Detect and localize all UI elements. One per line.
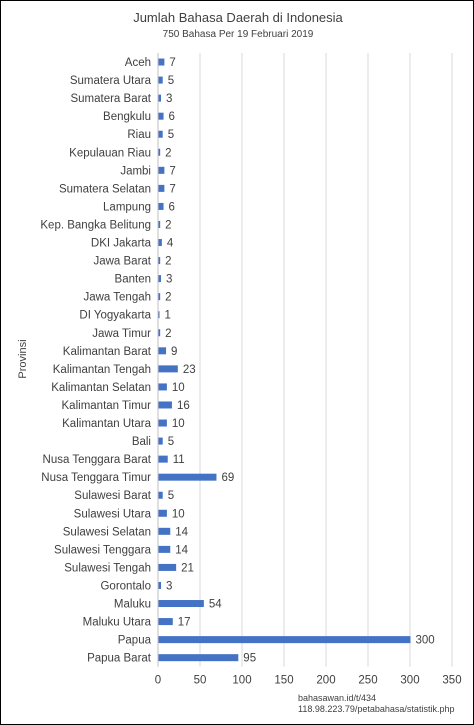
bar [159, 257, 161, 264]
category-label: Sulawesi Tenggara [54, 544, 151, 557]
data-label: 9 [171, 345, 178, 358]
data-label: 5 [167, 490, 175, 503]
bar [159, 167, 165, 174]
category-label: Papua Barat [87, 652, 151, 665]
category-label: Sulawesi Utara [73, 508, 151, 521]
category-label: Kalimantan Utara [62, 418, 151, 431]
bar [159, 275, 162, 282]
bar [159, 456, 168, 463]
data-label: 17 [177, 616, 191, 629]
data-label: 4 [166, 237, 174, 250]
category-label: Papua [117, 634, 151, 647]
data-label: 3 [166, 93, 173, 106]
data-label: 14 [175, 526, 189, 539]
bar [159, 59, 165, 66]
bar [159, 492, 163, 499]
bar [159, 311, 160, 318]
category-label: Kep. Bangka Belitung [40, 219, 151, 232]
category-label: Nusa Tenggara Barat [42, 454, 151, 467]
bar [159, 347, 167, 354]
category-label: Jambi [120, 165, 151, 178]
data-label: 3 [166, 580, 173, 593]
bar [159, 149, 161, 156]
data-label: 2 [165, 147, 172, 160]
x-tick-label: 250 [358, 674, 378, 687]
data-label: 3 [166, 273, 173, 286]
category-label: Sumatera Utara [69, 75, 151, 88]
bar [159, 239, 162, 246]
category-label: Kepulauan Riau [69, 147, 151, 160]
data-label: 54 [208, 598, 222, 611]
bar [159, 600, 204, 607]
category-label: Lampung [103, 201, 151, 214]
data-label: 21 [181, 562, 194, 575]
data-label: 14 [175, 544, 189, 557]
category-label: Jawa Tengah [83, 291, 151, 304]
data-label: 23 [182, 363, 196, 376]
x-tick-label: 300 [400, 674, 420, 687]
data-label: 2 [165, 219, 172, 232]
category-label: Jawa Timur [92, 327, 151, 340]
bar [159, 654, 239, 661]
category-label: Kalimantan Timur [61, 399, 151, 412]
bar [159, 203, 164, 210]
bar [159, 221, 161, 228]
category-label: DI Yogyakarta [79, 309, 151, 322]
chart-title: Jumlah Bahasa Daerah di Indonesia [133, 10, 343, 25]
data-label: 2 [165, 291, 172, 304]
data-label: 5 [167, 129, 175, 142]
bar [159, 636, 411, 643]
data-label: 1 [164, 309, 171, 322]
data-label: 7 [169, 165, 176, 178]
category-label: Kalimantan Tengah [52, 363, 151, 376]
bar [159, 185, 165, 192]
category-label: Sulawesi Selatan [62, 526, 151, 539]
data-label: 5 [167, 436, 175, 449]
data-label: 2 [165, 255, 172, 268]
data-label: 11 [172, 454, 185, 467]
data-label: 69 [221, 472, 235, 485]
bar [159, 438, 163, 445]
data-label: 6 [168, 201, 175, 214]
bar [159, 293, 161, 300]
bar [159, 582, 162, 589]
bar [159, 131, 163, 138]
bar [159, 113, 164, 120]
data-label: 300 [415, 634, 435, 647]
bar [159, 546, 171, 553]
category-label: Jawa Barat [93, 255, 151, 268]
data-label: 7 [169, 57, 176, 70]
x-tick-label: 50 [193, 674, 207, 687]
source-line-2: 118.98.223.79/petabahasa/statistik.php [298, 704, 455, 714]
category-label: Kalimantan Selatan [51, 381, 151, 394]
data-label: 10 [171, 418, 185, 431]
category-label: Sulawesi Tengah [64, 562, 151, 575]
bar [159, 618, 173, 625]
x-tick-label: 100 [232, 674, 252, 687]
category-label: Gorontalo [100, 580, 151, 593]
category-label: Bengkulu [103, 111, 151, 124]
category-label: Banten [114, 273, 151, 286]
data-label: 7 [169, 183, 176, 196]
bar [159, 95, 162, 102]
category-label: Riau [127, 129, 151, 142]
bar [159, 77, 163, 84]
category-label: DKI Jakarta [90, 237, 151, 250]
labels [40, 57, 461, 687]
category-label: Aceh [124, 57, 151, 70]
chart-subtitle: 750 Bahasa Per 19 Februari 2019 [162, 29, 314, 40]
bar-chart [1, 1, 473, 724]
bar [159, 564, 177, 571]
data-label: 5 [167, 75, 175, 88]
source-line-1: bahasawan.id/t/434 [298, 693, 377, 703]
bar [159, 365, 178, 372]
y-axis-title: Provinsi [17, 339, 29, 379]
category-label: Kalimantan Barat [62, 345, 151, 358]
category-label: Maluku [113, 598, 151, 611]
data-label: 10 [171, 381, 185, 394]
category-label: Sulawesi Barat [74, 490, 151, 503]
data-label: 6 [168, 111, 175, 124]
x-tick-label: 350 [442, 674, 462, 687]
category-label: Sumatera Barat [70, 93, 151, 106]
data-label: 2 [165, 327, 172, 340]
category-label: Sumatera Selatan [58, 183, 151, 196]
data-label: 16 [176, 399, 190, 412]
bar [159, 474, 217, 481]
category-label: Maluku Utara [82, 616, 151, 629]
x-tick-label: 200 [316, 674, 336, 687]
bar [159, 528, 171, 535]
bar [159, 383, 167, 390]
data-label: 10 [171, 508, 185, 521]
x-tick-label: 150 [274, 674, 294, 687]
data-label: 95 [243, 652, 257, 665]
bar [159, 329, 161, 336]
x-tick-label: 0 [154, 674, 162, 687]
gridlines [158, 53, 452, 667]
bar [159, 510, 167, 517]
bar [159, 401, 172, 408]
category-label: Bali [131, 436, 151, 449]
bar [159, 420, 167, 427]
category-label: Nusa Tenggara Timur [41, 472, 151, 485]
